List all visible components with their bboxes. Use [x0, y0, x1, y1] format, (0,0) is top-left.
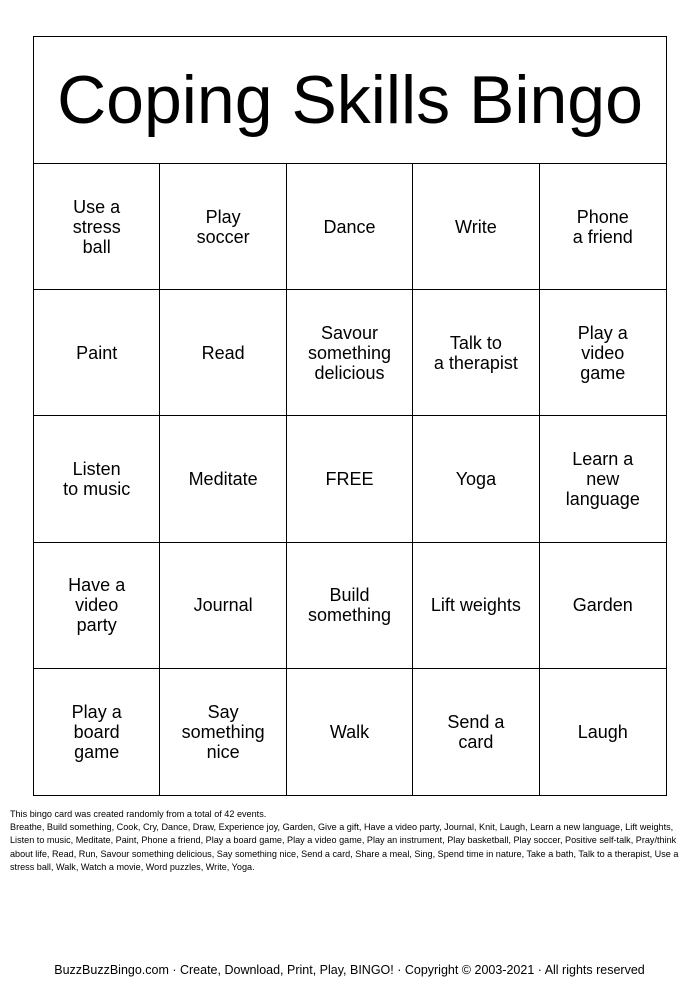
- cell-text: Use a stress ball: [72, 196, 121, 257]
- bingo-cell: [540, 543, 666, 669]
- title-row: [34, 37, 666, 164]
- card-title: Coping Skills Bingo: [57, 62, 643, 138]
- cell-text: Savour something delicious: [307, 322, 392, 383]
- cell-text: Phone a friend: [572, 206, 633, 247]
- bingo-cell: [413, 416, 539, 542]
- info-intro: This bingo card was created randomly from a total of 42 events.: [10, 809, 267, 819]
- bingo-cell: [540, 164, 666, 290]
- bingo-cell: [34, 543, 160, 669]
- event-list-info: [10, 808, 690, 874]
- cell-text: Talk to a therapist: [433, 332, 518, 373]
- footer-copyright: BuzzBuzzBingo.com · Create, Download, Print, Play, BINGO! · Copyright © 2003-2021 · All rights reserved: [54, 963, 645, 977]
- info-events: Breathe, Build something, Cook, Cry, Dance, Draw, Experience joy, Garden, Give a gift, Have a video party, Journal, Knit, Laugh, Learn a new language, Lift weights, Listen to music, Meditate, Paint, Phone a friend, Play a board game, Play a video game, Play an instrument, Play basketball, Play soccer, Positive self-talk, Pray/think about life, Read, Run, Savour something delicious, Say something nice, Send a card, Share a meal, Sing, Spend time in nature, Take a bath, Talk to a therapist, Use a stress ball, Walk, Watch a movie, Word puzzles, Write, Yoga.: [10, 822, 679, 872]
- cell-text: Lift weights: [430, 595, 521, 616]
- bingo-cell: [34, 290, 160, 416]
- bingo-cell: [413, 669, 539, 795]
- bingo-cell: [540, 290, 666, 416]
- cell-text: Play a board game: [71, 701, 122, 762]
- cell-text: Garden: [572, 595, 633, 616]
- cell-text: Read: [201, 342, 245, 363]
- cell-text: Journal: [193, 595, 253, 616]
- bingo-cell: [287, 164, 413, 290]
- bingo-grid: [34, 164, 666, 795]
- cell-text: Say something nice: [181, 701, 265, 762]
- bingo-cell: [160, 669, 286, 795]
- bingo-cell: [34, 416, 160, 542]
- bingo-card: [33, 36, 667, 796]
- cell-text: Play soccer: [196, 206, 250, 247]
- bingo-cell: [34, 164, 160, 290]
- bingo-cell: [287, 669, 413, 795]
- bingo-cell: [160, 164, 286, 290]
- bingo-cell: [540, 669, 666, 795]
- bingo-cell: [34, 669, 160, 795]
- cell-text: Dance: [323, 216, 376, 237]
- cell-text: Paint: [76, 342, 118, 363]
- cell-text: Yoga: [455, 468, 497, 489]
- cell-text: Meditate: [188, 468, 258, 489]
- cell-text: Have a video party: [68, 575, 126, 636]
- cell-text: Send a card: [447, 711, 505, 752]
- bingo-cell: [413, 290, 539, 416]
- cell-text: Learn a new language: [565, 448, 640, 509]
- cell-text: Play a video game: [577, 322, 628, 383]
- bingo-cell: [540, 416, 666, 542]
- bingo-cell: [160, 290, 286, 416]
- bingo-cell: [287, 543, 413, 669]
- cell-text: Walk: [329, 721, 370, 742]
- cell-text: Build something: [307, 585, 392, 626]
- bingo-cell: [160, 416, 286, 542]
- bingo-cell: [287, 290, 413, 416]
- bingo-cell: [413, 543, 539, 669]
- cell-text: Laugh: [577, 721, 628, 742]
- bingo-cell: [160, 543, 286, 669]
- free-space-cell: [287, 416, 413, 542]
- bingo-cell: [413, 164, 539, 290]
- free-space-text: FREE: [325, 468, 374, 489]
- cell-text: Write: [455, 216, 497, 237]
- cell-text: Listen to music: [63, 458, 131, 499]
